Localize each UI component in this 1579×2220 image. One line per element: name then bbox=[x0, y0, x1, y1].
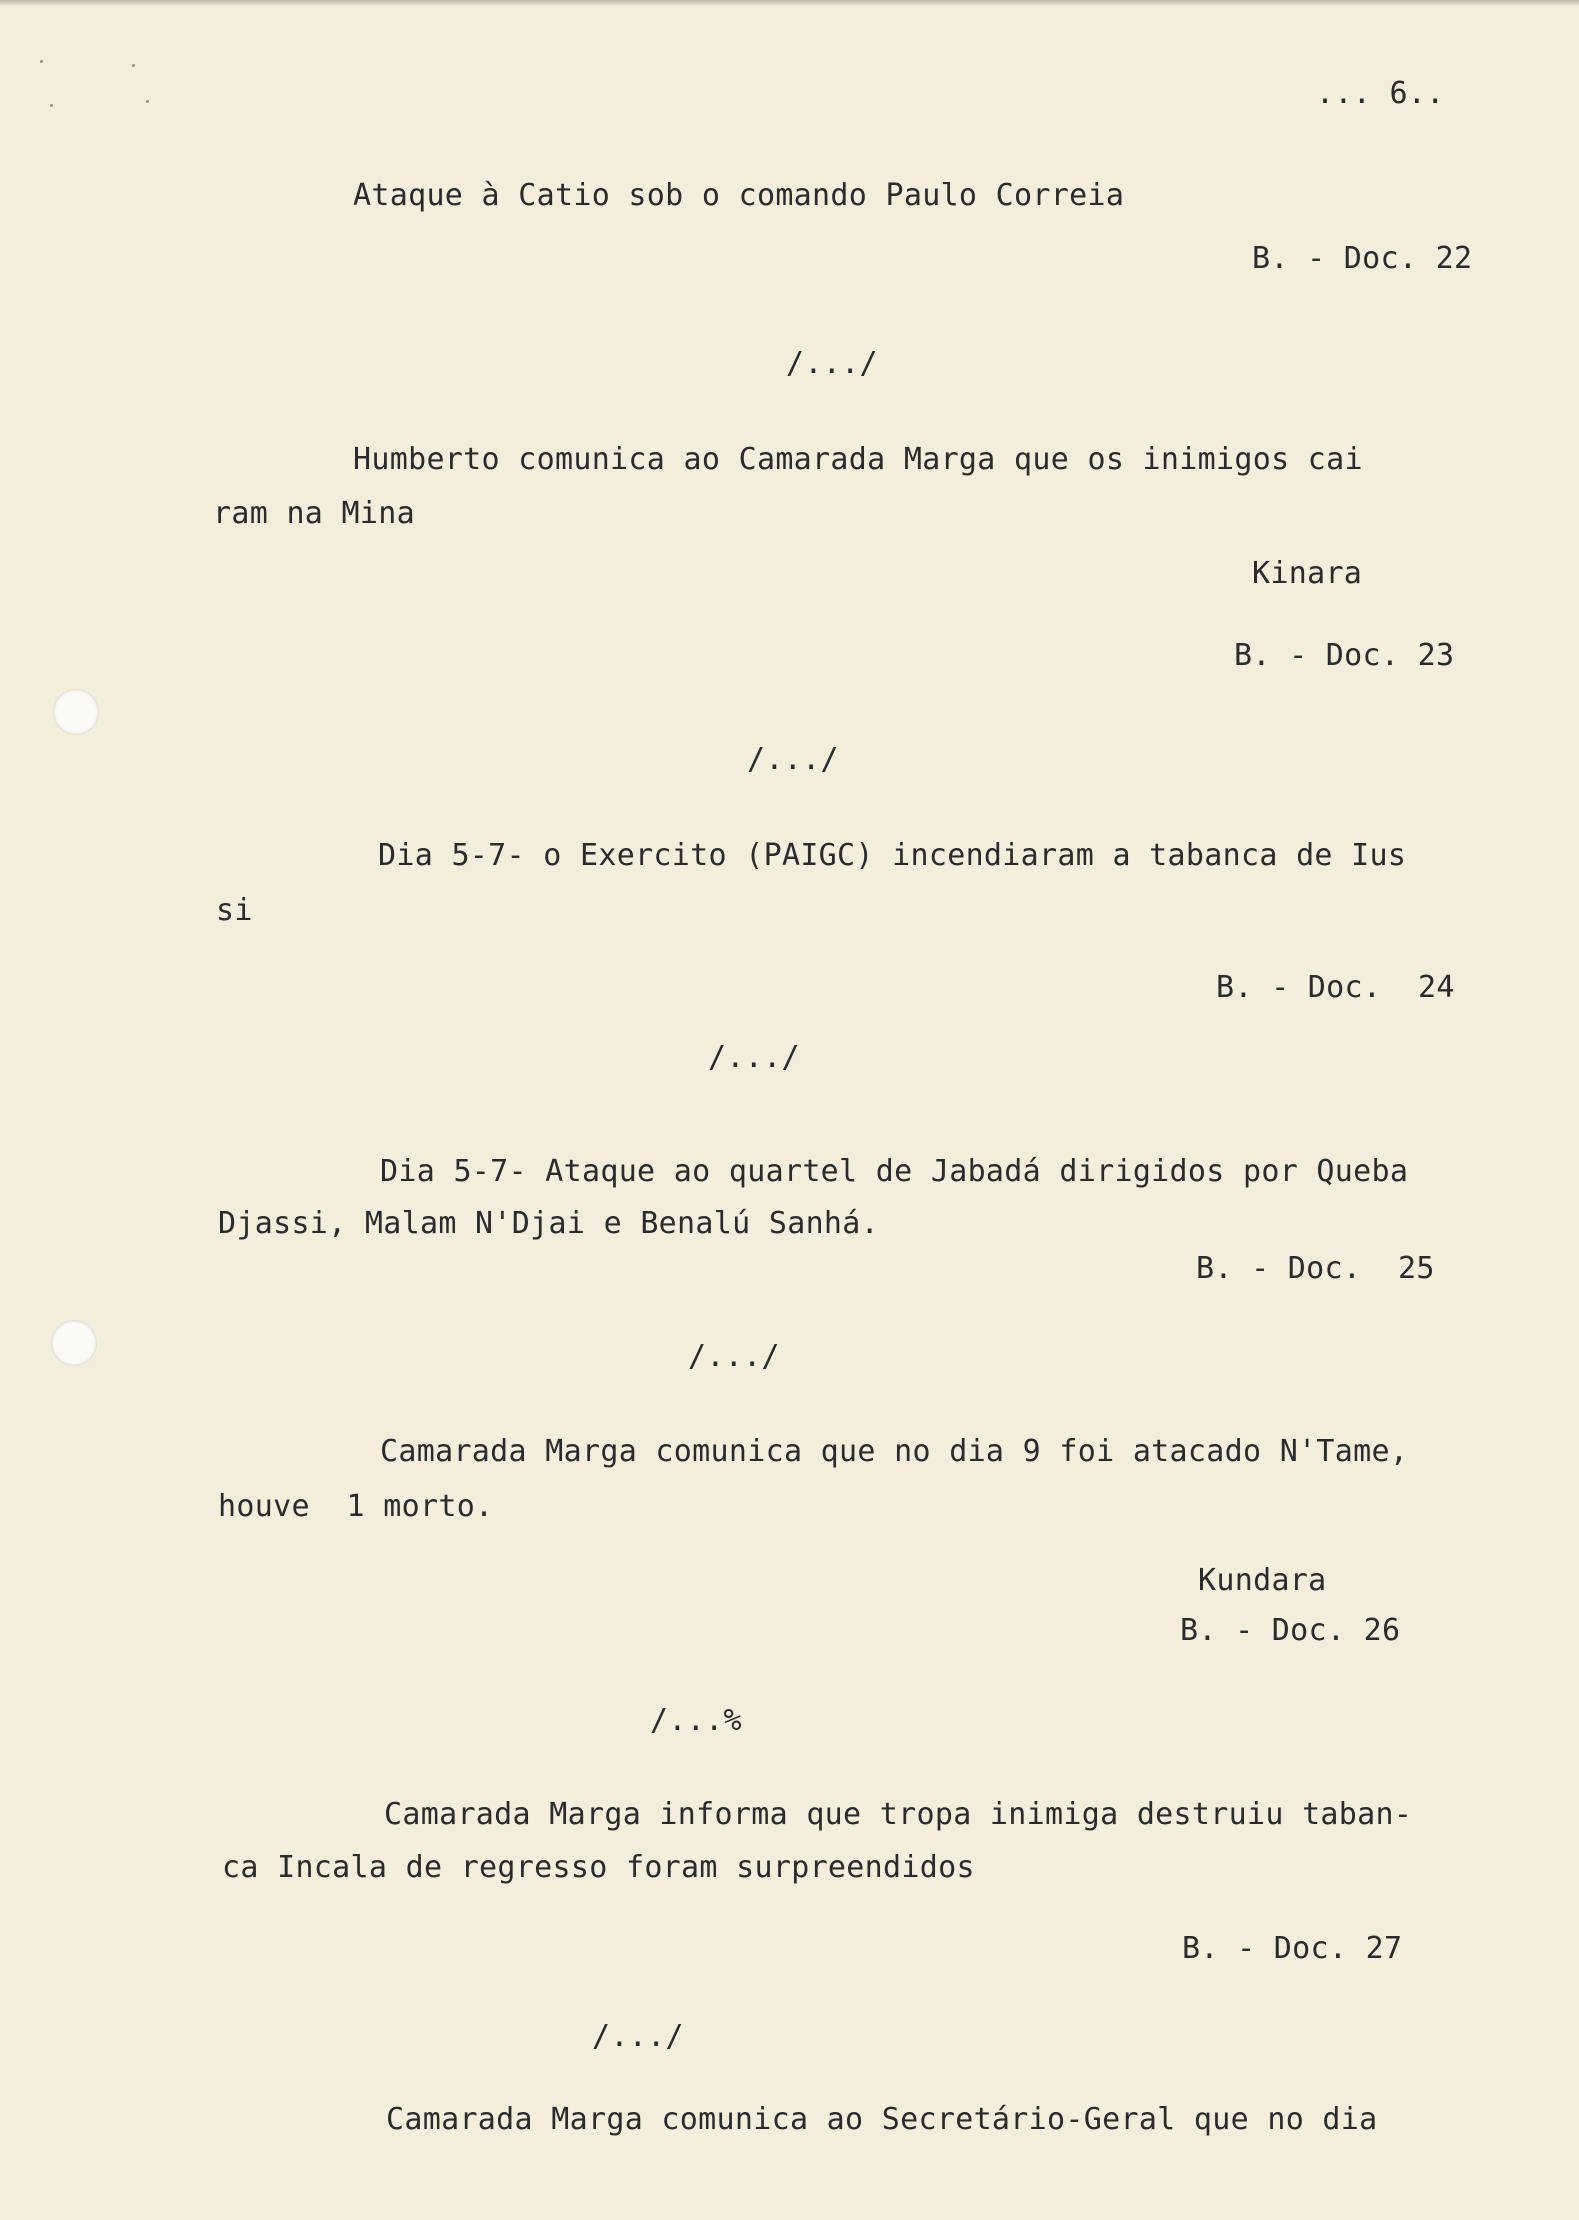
entry-3-line-2: si bbox=[216, 893, 253, 928]
paper-speck bbox=[146, 100, 149, 103]
entry-5-line-2: houve 1 morto. bbox=[218, 1489, 494, 1524]
entry-4-line-1: Dia 5-7- Ataque ao quartel de Jabadá dirigidos por Queba bbox=[380, 1154, 1409, 1189]
entry-4-reference: B. - Doc. 25 bbox=[1196, 1251, 1435, 1286]
entry-1-line-1: Ataque à Catio sob o comando Paulo Correia bbox=[353, 178, 1125, 213]
entry-6-line-2: ca Incala de regresso foram surpreendidos bbox=[222, 1850, 975, 1885]
entry-6-line-1: Camarada Marga informa que tropa inimiga destruiu taban- bbox=[384, 1797, 1413, 1832]
entry-5-line-1: Camarada Marga comunica que no dia 9 foi atacado N'Tame, bbox=[380, 1434, 1409, 1469]
entry-3-line-1: Dia 5-7- o Exercito (PAIGC) incendiaram a tabanca de Ius bbox=[378, 838, 1407, 873]
punch-hole-bottom bbox=[51, 1320, 97, 1366]
entry-4-line-2: Djassi, Malam N'Djai e Benalú Sanhá. bbox=[218, 1206, 880, 1241]
entry-2-line-1: Humberto comunica ao Camarada Marga que os inimigos cai bbox=[353, 442, 1363, 477]
entry-3-reference: B. - Doc. 24 bbox=[1216, 970, 1455, 1005]
entry-5-reference: B. - Doc. 26 bbox=[1180, 1613, 1401, 1648]
paper-speck bbox=[40, 60, 43, 63]
entry-2-separator: /.../ bbox=[747, 742, 839, 777]
entry-1-reference: B. - Doc. 22 bbox=[1252, 241, 1473, 276]
entry-6-separator: /.../ bbox=[592, 2019, 684, 2054]
entry-3-separator: /.../ bbox=[708, 1040, 800, 1075]
entry-2-line-2: ram na Mina bbox=[213, 496, 415, 531]
entry-1-separator: /.../ bbox=[786, 346, 878, 381]
page-number: ... 6.. bbox=[1316, 76, 1445, 111]
entry-4-separator: /.../ bbox=[688, 1339, 780, 1374]
paper-speck bbox=[132, 64, 135, 67]
entry-5-separator: /...% bbox=[650, 1703, 742, 1738]
paper-speck bbox=[50, 104, 53, 107]
entry-2-place: Kinara bbox=[1252, 556, 1363, 591]
entry-2-reference: B. - Doc. 23 bbox=[1234, 638, 1455, 673]
entry-7-line-1: Camarada Marga comunica ao Secretário-Geral que no dia bbox=[386, 2102, 1378, 2137]
punch-hole-top bbox=[53, 689, 99, 735]
entry-5-place: Kundara bbox=[1198, 1563, 1327, 1598]
entry-6-reference: B. - Doc. 27 bbox=[1182, 1931, 1403, 1966]
